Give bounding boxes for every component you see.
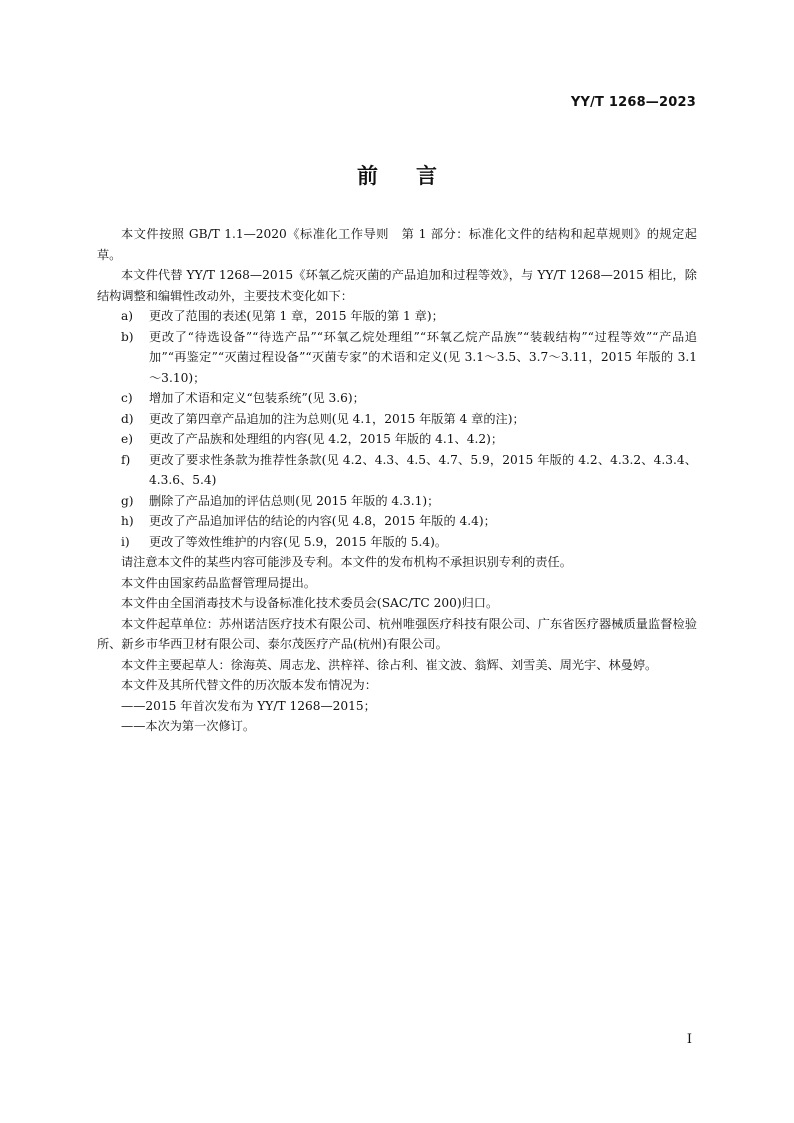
list-marker: a) [121,309,134,323]
list-marker: b) [121,329,134,344]
history-item: ——本次为第一次修订。 [121,719,256,733]
list-marker: h) [121,514,134,528]
history-list [97,696,697,737]
list-item [97,388,697,409]
proposer-statement: 本文件由国家药品监督管理局提出。 [121,575,316,590]
list-marker: g) [121,493,134,508]
intro-paragraph-1: 本文件按照 GB/T 1.1—2020《标准化工作导则 第 1 部分：标准化文件的结构和起草规则》的规定起草。 [97,227,697,262]
list-marker: c) [121,391,133,405]
list-item-text: 更改了要求性条款为推荐性条款(见 4.2、4.3、4.5、4.7、5.9，2015 年版的 4.2、4.3.2、4.3.4、4.3.6、5.4) [149,452,697,487]
list-item [97,306,697,327]
patent-statement: 请注意本文件的某些内容可能涉及专利。本文件的发布机构不承担识别专利的责任。 [121,555,572,569]
page-title: 前言 [357,164,475,188]
changes-list [97,306,697,552]
history-item: ——2015 年首次发布为 YY/T 1268—2015； [121,698,376,713]
list-item-text: 更改了范围的表述(见第 1 章，2015 年版的第 1 章)； [149,309,444,323]
list-item-text: 增加了术语和定义“包装系统”(见 3.6)； [149,391,365,405]
standard-code: YY/T 1268—2023 [570,95,696,110]
list-item [97,429,697,450]
drafters-statement: 本文件主要起草人：徐海英、周志龙、洪梓祥、徐占利、崔文波、翁辉、刘雪美、周光宇、林曼婷。 [121,657,658,672]
list-marker: f) [121,452,131,467]
list-marker: d) [121,411,134,426]
list-item-text: 删除了产品追加的评估总则(见 2015 年版的 4.3.1)； [149,493,440,508]
list-item-text: 更改了产品族和处理组的内容(见 4.2，2015 年版的 4.1、4.2)； [149,432,504,446]
list-item-text: 更改了产品追加评估的结论的内容(见 4.8，2015 年版的 4.4)； [149,514,496,528]
list-item [97,450,697,491]
list-item-text: 更改了“待选设备”“待选产品”“环氧乙烷处理组”“环氧乙烷产品族”“装载结构”“过程等效”“产品追加”“再鉴定”“灭菌过程设备”“灭菌专家”的术语和定义(见 3.1～3.5、3.7～3.11，2015 年版的 3.1～3.10)； [149,329,697,385]
list-item [97,511,697,532]
drafting-units-statement: 本文件起草单位：苏州诺洁医疗技术有限公司、杭州唯强医疗科技有限公司、广东省医疗器械质量监督检验所、新乡市华西卫材有限公司、泰尔茂医疗产品(杭州)有限公司。 [97,616,697,651]
page-number: I [686,1032,692,1047]
history-intro-statement: 本文件及其所代替文件的历次版本发布情况为： [121,678,377,692]
list-marker: i) [121,534,130,549]
foreword-body [97,224,697,737]
committee-statement: 本文件由全国消毒技术与设备标准化技术委员会(SAC/TC 200)归口。 [121,596,499,610]
list-item [97,409,697,430]
intro-paragraph-2: 本文件代替 YY/T 1268—2015《环氧乙烷灭菌的产品追加和过程等效》，与 YY/T 1268—2015 相比，除结构调整和编辑性改动外，主要技术变化如下： [97,268,697,303]
list-item-text: 更改了第四章产品追加的注为总则(见 4.1，2015 年版第 4 章的注)； [149,411,525,426]
list-item [97,327,697,389]
list-item [97,491,697,512]
list-item-text: 更改了等效性维护的内容(见 5.9，2015 年版的 5.4)。 [149,534,448,549]
list-item [97,532,697,553]
list-marker: e) [121,432,133,446]
